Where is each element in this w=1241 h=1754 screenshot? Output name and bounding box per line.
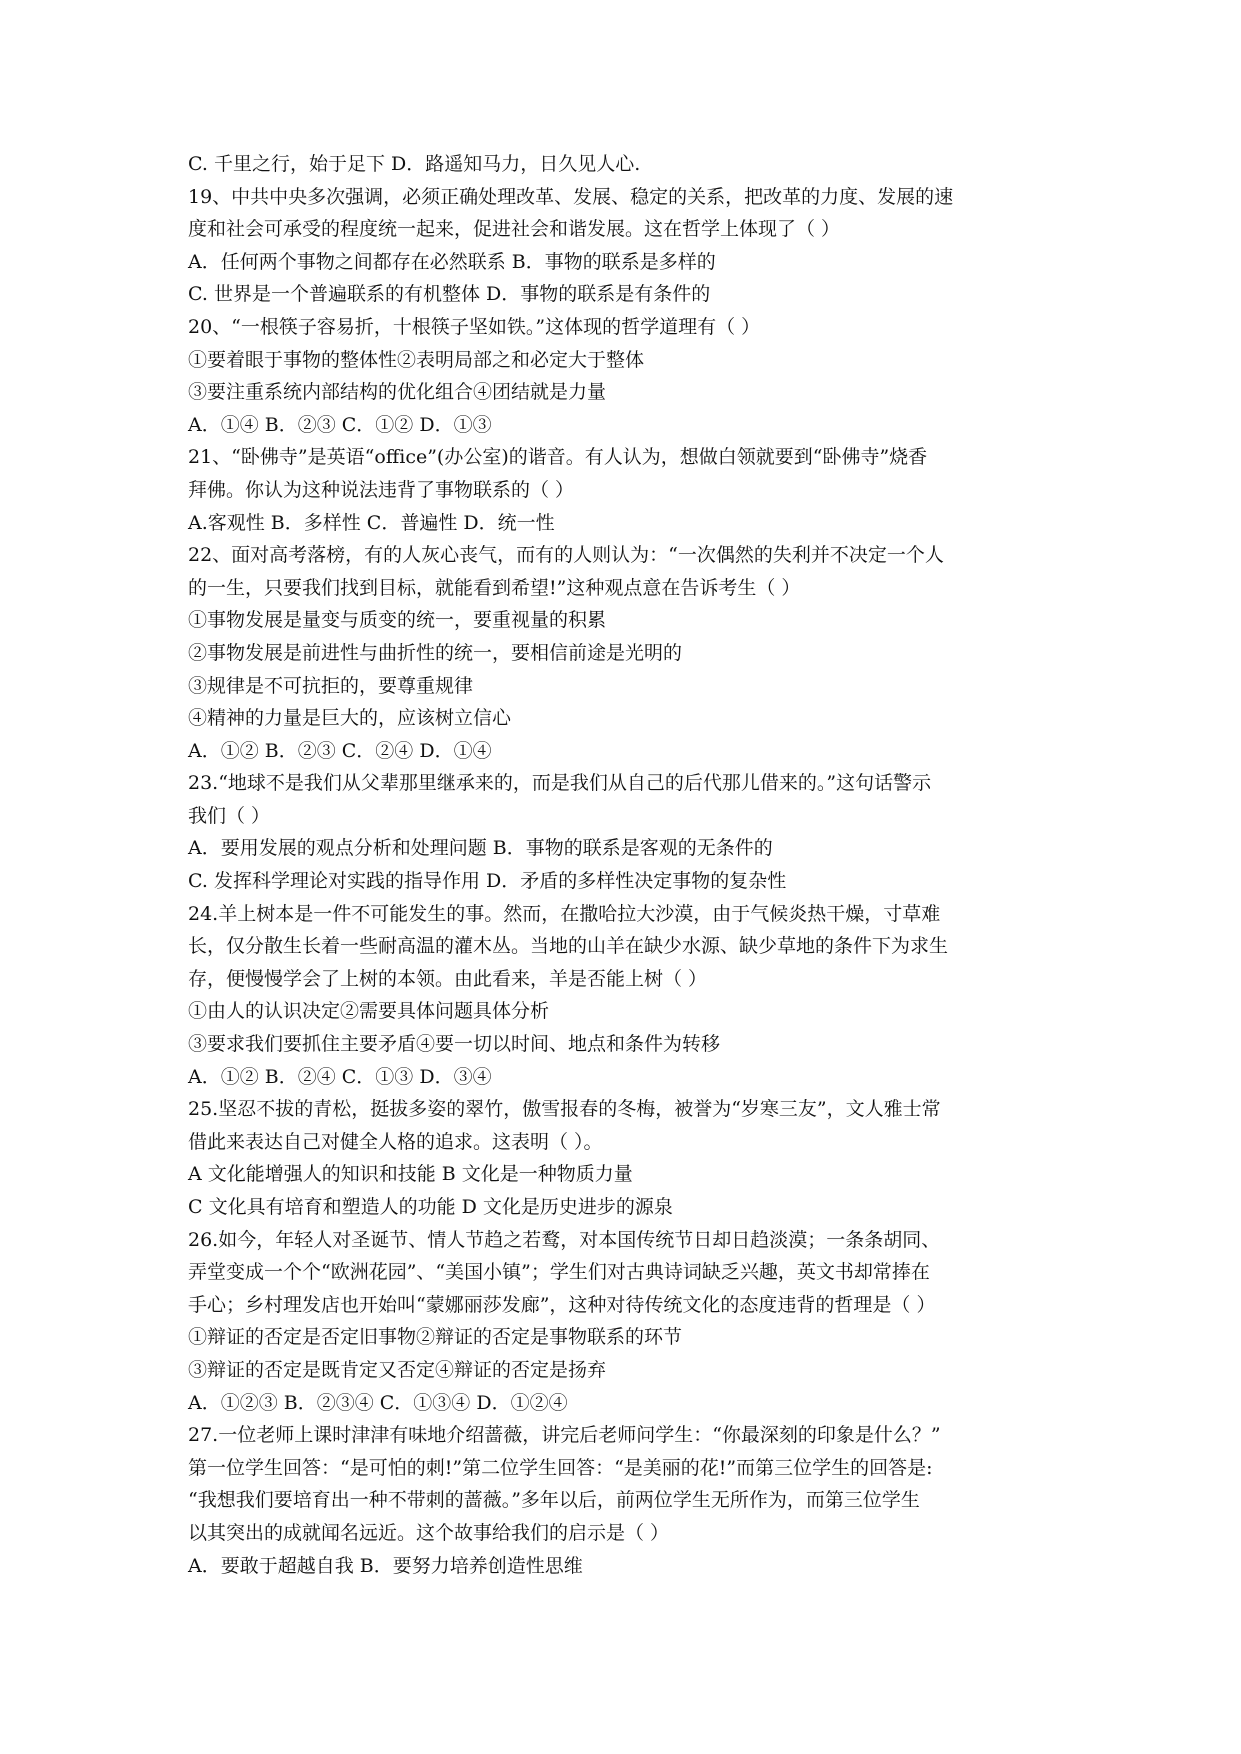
text-line: 24.羊上树本是一件不可能发生的事。然而，在撒哈拉大沙漠，由于气候炎热干燥，寸草难	[188, 902, 941, 925]
text-line: C. 发挥科学理论对实践的指导作用 D．矛盾的多样性决定事物的复杂性	[188, 870, 787, 893]
text-line: 长，仅分散生长着一些耐高温的灌木丛。当地的山羊在缺少水源、缺少草地的条件下为求生	[188, 935, 949, 958]
text-line: ③要求我们要抓住主要矛盾④要一切以时间、地点和条件为转移	[188, 1033, 721, 1056]
text-line: 的一生，只要我们找到目标，就能看到希望!”这种观点意在告诉考生（ ）	[188, 576, 801, 599]
text-line: 22、面对高考落榜，有的人灰心丧气，而有的人则认为：“一次偶然的失利并不决定一个人	[188, 544, 944, 567]
text-line: ①辩证的否定是否定旧事物②辩证的否定是事物联系的环节	[188, 1326, 683, 1349]
text-line: ①由人的认识决定②需要具体问题具体分析	[188, 1000, 550, 1023]
text-line: 27.一位老师上课时津津有味地介绍蔷薇，讲完后老师问学生：“你最深刻的印象是什么？”	[188, 1424, 941, 1447]
text-line: 手心；乡村理发店也开始叫“蒙娜丽莎发廊”，这种对待传统文化的态度违背的哲理是（ ）	[188, 1293, 936, 1316]
text-line: C 文化具有培育和塑造人的功能 D 文化是历史进步的源泉	[188, 1196, 673, 1218]
text-line: 度和社会可承受的程度统一起来，促进社会和谐发展。这在哲学上体现了（ ）	[188, 218, 841, 241]
text-line: A．①② B．②④ C．①③ D．③④	[188, 1065, 492, 1088]
text-line: A．①② B．②③ C．②④ D．①④	[188, 739, 492, 762]
text-line: A．①④ B．②③ C．①② D．①③	[188, 413, 492, 436]
text-line: 以其突出的成就闻名远近。这个故事给我们的启示是（ ）	[188, 1521, 670, 1544]
text-line: C. 世界是一个普遍联系的有机整体 D．事物的联系是有条件的	[188, 283, 711, 306]
text-line: ④精神的力量是巨大的，应该树立信心	[188, 707, 512, 730]
text-line: ③辩证的否定是既肯定又否定④辩证的否定是扬弃	[188, 1358, 607, 1381]
text-line: 25.坚忍不拔的青松，挺拔多姿的翠竹，傲雪报春的冬梅，被誉为“岁寒三友”，文人雅士常	[188, 1098, 941, 1121]
text-line: A．要用发展的观点分析和处理问题 B．事物的联系是客观的无条件的	[188, 837, 773, 860]
text-line: 弄堂变成一个个“欧洲花园”、“美国小镇”；学生们对古典诗词缺乏兴趣，英文书却常捧在	[188, 1261, 930, 1284]
text-line: 拜佛。你认为这种说法违背了事物联系的（ ）	[188, 478, 575, 501]
text-line: ③要注重系统内部结构的优化组合④团结就是力量	[188, 381, 607, 404]
text-line: ①事物发展是量变与质变的统一，要重视量的积累	[188, 609, 607, 632]
text-line: A．①②③ B．②③④ C．①③④ D．①②④	[188, 1391, 568, 1414]
text-line: ②事物发展是前进性与曲折性的统一，要相信前途是光明的	[188, 641, 683, 664]
document-page	[188, 148, 1088, 1582]
text-line: 23.“地球不是我们从父辈那里继承来的，而是我们从自己的后代那儿借来的。”这句话警示	[188, 772, 932, 795]
text-line: ③规律是不可抗拒的，要尊重规律	[188, 674, 474, 697]
text-line: 第一位学生回答：“是可怕的刺!”第二位学生回答：“是美丽的花!”而第三位学生的回答是:	[188, 1456, 933, 1479]
text-line: C. 千里之行，始于足下 D．路遥知马力，日久见人心.	[188, 153, 641, 175]
text-line: A 文化能增强人的知识和技能 B 文化是一种物质力量	[188, 1163, 633, 1186]
text-line: “我想我们要培育出一种不带刺的蔷薇。”多年以后，前两位学生无所作为，而第三位学生	[188, 1489, 920, 1512]
text-line: 21、“卧佛寺”是英语“office”(办公室)的谐音。有人认为，想做白领就要到“卧佛寺”烧香	[188, 446, 928, 469]
text-line: 存，便慢慢学会了上树的本领。由此看来，羊是否能上树（ ）	[188, 967, 708, 990]
text-line: 20、“一根筷子容易折，十根筷子坚如铁。”这体现的哲学道理有（ ）	[188, 315, 761, 338]
text-line: ①要着眼于事物的整体性②表明局部之和必定大于整体	[188, 348, 645, 371]
text-line: 我们（ ）	[188, 804, 271, 827]
text-line: 19、中共中央多次强调，必须正确处理改革、发展、稳定的关系，把改革的力度、发展的速	[188, 185, 954, 208]
text-line: 借此来表达自己对健全人格的追求。这表明（ ）。	[188, 1130, 603, 1153]
text-line: A．要敢于超越自我 B．要努力培养创造性思维	[188, 1554, 583, 1577]
text-line: A.客观性 B．多样性 C．普遍性 D．统一性	[188, 511, 555, 534]
text-line: 26.如今，年轻人对圣诞节、情人节趋之若鹜，对本国传统节日却日趋淡漠；一条条胡同、	[188, 1228, 941, 1251]
text-line: A．任何两个事物之间都存在必然联系 B．事物的联系是多样的	[188, 250, 716, 273]
